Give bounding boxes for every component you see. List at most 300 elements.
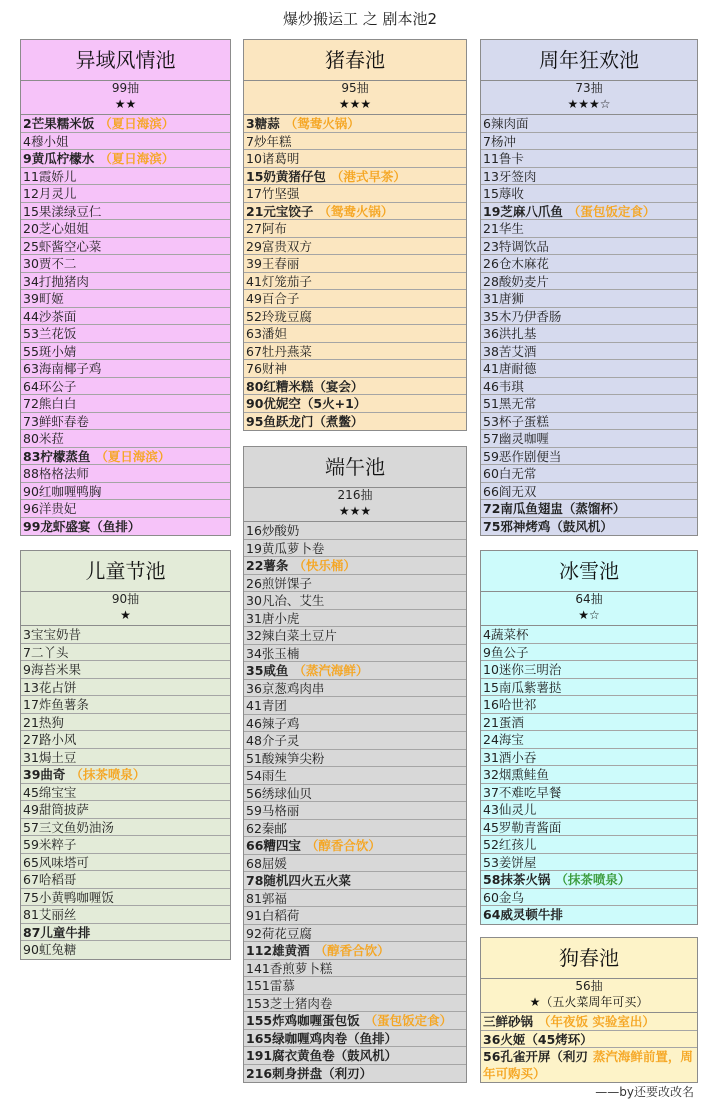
list-item — [21, 238, 230, 256]
list-item — [21, 854, 230, 872]
list-item — [481, 518, 697, 536]
item-name: 27阿布 — [246, 221, 287, 236]
pool-item-list — [481, 115, 697, 535]
pool-name: 冰雪池 — [481, 551, 697, 592]
item-name: 39町姬 — [23, 291, 64, 306]
list-item — [481, 1013, 697, 1031]
list-item — [21, 273, 230, 291]
list-item — [21, 448, 230, 466]
list-item — [244, 1047, 466, 1065]
item-name: 46辣子鸡 — [246, 715, 300, 731]
list-item — [481, 325, 697, 343]
list-item — [21, 378, 230, 396]
item-name: 35木乃伊香肠 — [483, 308, 562, 324]
pool-name: 猪春池 — [244, 40, 466, 81]
item-name: 19芝麻八爪鱼 — [483, 203, 563, 219]
item-name: 26煎饼馃子 — [246, 575, 312, 591]
item-name: 34张玉楠 — [246, 645, 300, 661]
item-name: 80红糟米糕（宴会） — [246, 378, 364, 394]
pool-star-rating: ★★★☆ — [567, 97, 611, 111]
list-item — [244, 697, 466, 715]
item-name: 73鲜虾春卷 — [23, 413, 89, 429]
item-name: 95鱼跃龙门（煮鳖） — [246, 413, 364, 429]
list-item — [244, 575, 466, 593]
list-item — [244, 820, 466, 838]
list-item — [481, 115, 697, 133]
credit-text: ——by还要改改名 — [595, 1085, 694, 1099]
pool-draw-count: 56抽 — [575, 979, 603, 993]
page-title: 爆炒搬运工 之 剧本池2 — [282, 10, 438, 28]
item-tag: （夏日海滨） — [99, 151, 175, 166]
item-name: 9鱼公子 — [483, 644, 529, 660]
item-name: 31唐小虎 — [246, 610, 300, 626]
list-item — [244, 907, 466, 925]
list-item — [481, 731, 697, 749]
list-item — [244, 942, 466, 960]
list-item — [244, 750, 466, 768]
list-item — [21, 413, 230, 431]
item-name: 41青团 — [246, 698, 287, 713]
item-name: 27路小风 — [23, 732, 77, 747]
item-name: 72南瓜鱼翅盅（蒸馏杯） — [483, 501, 626, 516]
list-item — [21, 644, 230, 662]
list-item — [481, 430, 697, 448]
list-item — [21, 115, 230, 133]
list-item — [21, 430, 230, 448]
list-item — [244, 732, 466, 750]
item-name: 6辣肉面 — [483, 116, 529, 131]
list-item — [481, 203, 697, 221]
item-name: 56孔雀开屏（利刃 — [483, 1049, 588, 1064]
pool-gouchun — [480, 937, 698, 1083]
item-name: 16哈世祁 — [483, 697, 537, 712]
item-name: 30贾不二 — [23, 256, 77, 271]
item-name: 53杯子蛋糕 — [483, 413, 549, 429]
list-item — [244, 680, 466, 698]
item-tag: （蛋包饭定食） — [567, 203, 656, 219]
list-item — [21, 661, 230, 679]
list-item — [481, 749, 697, 767]
list-item — [21, 731, 230, 749]
item-tag: （年夜饭 实验室出） — [538, 1014, 655, 1029]
list-item — [481, 1031, 697, 1049]
list-item — [21, 203, 230, 221]
list-item — [481, 819, 697, 837]
item-name: 16炒酸奶 — [246, 523, 300, 538]
pool-draw-count: 95抽 — [341, 81, 369, 95]
list-item — [21, 696, 230, 714]
list-item — [481, 395, 697, 413]
pool-draw-count: 64抽 — [575, 592, 603, 606]
list-item — [481, 185, 697, 203]
list-item — [244, 977, 466, 995]
list-item — [481, 714, 697, 732]
item-name: 65风味塔可 — [23, 854, 89, 870]
list-item — [21, 766, 230, 784]
item-name: 三鲜砂锅 — [483, 1014, 534, 1029]
item-name: 28酸奶麦片 — [483, 273, 549, 289]
item-name: 55斑小婧 — [23, 343, 77, 359]
item-name: 36京葱鸡肉串 — [246, 680, 325, 696]
list-item — [21, 714, 230, 732]
item-name: 59米粹子 — [23, 837, 77, 852]
pool-name: 周年狂欢池 — [481, 40, 697, 81]
list-item — [481, 801, 697, 819]
item-name: 46韦琪 — [483, 378, 524, 394]
item-name: 24海宝 — [483, 732, 524, 747]
item-name: 112雄黄酒 — [246, 943, 310, 958]
list-item — [481, 889, 697, 907]
list-item — [481, 500, 697, 518]
item-name: 153芝士猪肉卷 — [246, 995, 333, 1011]
list-item — [21, 308, 230, 326]
list-item — [481, 836, 697, 854]
list-item — [244, 592, 466, 610]
list-item — [244, 360, 466, 378]
item-name: 62秦邮 — [246, 820, 287, 836]
pool-header — [21, 551, 230, 626]
item-name: 3糖蒜 — [246, 116, 280, 131]
item-name: 60金乌 — [483, 889, 524, 905]
item-name: 68屈媛 — [246, 855, 287, 871]
list-item — [481, 465, 697, 483]
pool-item-list — [481, 1013, 697, 1082]
item-name: 54雨生 — [246, 768, 287, 783]
item-name: 10诸葛明 — [246, 151, 300, 166]
item-name: 151雷慕 — [246, 978, 295, 993]
item-name: 52玲珑豆腐 — [246, 308, 312, 324]
item-name: 90红咖喱鸭胸 — [23, 483, 102, 499]
item-name: 17竹坚强 — [246, 186, 300, 201]
list-item — [244, 785, 466, 803]
list-item — [244, 220, 466, 238]
pool-name: 端午池 — [244, 447, 466, 488]
list-item — [481, 644, 697, 662]
item-name: 53兰花饭 — [23, 326, 77, 341]
item-name: 39王春丽 — [246, 256, 300, 271]
list-item — [244, 273, 466, 291]
item-name: 20芝心姐姐 — [23, 221, 89, 236]
list-item — [21, 801, 230, 819]
item-name: 90虹兔糖 — [23, 942, 77, 957]
pool-bingxue — [480, 550, 698, 925]
pool-header — [21, 40, 230, 115]
list-item — [481, 766, 697, 784]
pool-star-rating: ★★ — [114, 97, 137, 111]
item-tag: （醇香合饮） — [305, 838, 381, 853]
item-name: 25虾酱空心菜 — [23, 238, 102, 254]
list-item — [21, 518, 230, 536]
pool-star-rating: ★☆ — [578, 608, 600, 622]
list-item — [21, 500, 230, 518]
list-item — [244, 150, 466, 168]
item-name: 2芒果糯米饭 — [23, 116, 95, 131]
item-name: 91白稻荷 — [246, 908, 300, 923]
list-item — [244, 378, 466, 396]
item-name: 67牡丹燕菜 — [246, 343, 312, 359]
list-item — [481, 308, 697, 326]
list-item — [21, 150, 230, 168]
item-name: 21热狗 — [23, 714, 64, 730]
pool-name: 儿童节池 — [21, 551, 230, 592]
item-name: 45绵宝宝 — [23, 784, 77, 800]
item-name: 34打抛猪肉 — [23, 273, 89, 289]
list-item — [21, 168, 230, 186]
list-item — [244, 872, 466, 890]
list-item — [244, 645, 466, 663]
item-name: 83柠檬蒸鱼 — [23, 448, 91, 464]
list-item — [21, 626, 230, 644]
pool-name: 狗春池 — [481, 938, 697, 979]
list-item — [21, 185, 230, 203]
item-name: 15果漾绿豆仁 — [23, 203, 102, 219]
pool-header — [481, 551, 697, 626]
pool-header — [481, 40, 697, 115]
list-item — [481, 1048, 697, 1082]
list-item — [21, 465, 230, 483]
list-item — [481, 854, 697, 872]
item-tag: （抹茶喷泉） — [555, 872, 631, 887]
list-item — [244, 802, 466, 820]
list-item — [244, 522, 466, 540]
item-name: 9黄瓜柠檬水 — [23, 151, 95, 166]
item-name: 48介子灵 — [246, 733, 300, 748]
item-name: 75小黄鸭咖喱饭 — [23, 889, 114, 905]
item-tag: （港式早茶） — [330, 168, 406, 184]
item-tag: （鸳鸯火锅） — [284, 116, 360, 131]
list-item — [244, 767, 466, 785]
item-name: 44沙茶面 — [23, 308, 77, 324]
item-name: 12月灵儿 — [23, 186, 77, 201]
list-item — [244, 238, 466, 256]
item-name: 60白无常 — [483, 466, 537, 481]
item-name: 56绣球仙贝 — [246, 785, 312, 801]
list-item — [21, 836, 230, 854]
list-item — [21, 679, 230, 697]
item-name: 10迷你三明治 — [483, 662, 562, 677]
list-item — [244, 1065, 466, 1083]
list-item — [244, 255, 466, 273]
list-item — [481, 784, 697, 802]
list-item — [244, 395, 466, 413]
item-tag: 蒸汽海鲜前置，周年可购买） — [483, 1049, 693, 1081]
pool-star-rating: ★★★ — [338, 97, 372, 111]
item-name: 22薯条 — [246, 558, 289, 573]
list-item — [481, 661, 697, 679]
item-name: 88格格法师 — [23, 466, 89, 481]
item-name: 81艾丽丝 — [23, 907, 77, 922]
list-item — [481, 360, 697, 378]
item-name: 7杨冲 — [483, 133, 516, 149]
item-name: 32辣白菜土豆片 — [246, 628, 337, 643]
list-item — [21, 906, 230, 924]
list-item — [481, 343, 697, 361]
item-name: 19黄瓜萝卜卷 — [246, 540, 325, 556]
item-name: 15南瓜紫薯挞 — [483, 679, 562, 695]
item-name: 36火姬（45烤环） — [483, 1031, 593, 1047]
list-item — [481, 378, 697, 396]
list-item — [21, 889, 230, 907]
list-item — [21, 483, 230, 501]
list-item — [481, 150, 697, 168]
item-name: 59马格丽 — [246, 803, 300, 818]
pool-header — [481, 938, 697, 1013]
pool-draw-count: 90抽 — [111, 592, 140, 606]
item-name: 52红孩儿 — [483, 837, 537, 852]
list-item — [481, 290, 697, 308]
item-name: 59恶作剧便当 — [483, 448, 562, 464]
pool-duanwu — [243, 446, 467, 1083]
item-name: 90优妮空（5火+1） — [246, 396, 367, 411]
list-item — [21, 255, 230, 273]
item-name: 13牙签肉 — [483, 168, 537, 184]
pool-zhounian — [480, 39, 698, 536]
list-item — [481, 448, 697, 466]
item-name: 35咸鱼 — [246, 663, 289, 678]
item-name: 29富贵双方 — [246, 238, 312, 254]
pool-item-list — [21, 626, 230, 959]
list-item — [244, 627, 466, 645]
list-item — [244, 610, 466, 628]
item-name: 191腐衣黄鱼卷（鼓风机） — [246, 1048, 398, 1063]
list-item — [21, 220, 230, 238]
item-name: 87儿童牛排 — [23, 924, 91, 940]
item-name: 67哈稻哥 — [23, 872, 77, 887]
item-name: 49百合子 — [246, 291, 300, 306]
item-name: 81郭福 — [246, 890, 287, 906]
pool-zhuchun — [243, 39, 467, 431]
list-item — [481, 133, 697, 151]
item-tag: （醇香合饮） — [314, 943, 390, 958]
list-item — [481, 696, 697, 714]
item-name: 49甜筒披萨 — [23, 802, 89, 817]
pool-star-rating: ★★★ — [338, 504, 372, 518]
item-name: 216刺身拼盘（利刃） — [246, 1065, 373, 1081]
item-name: 53姜饼屋 — [483, 854, 537, 870]
item-name: 63潘妲 — [246, 326, 287, 341]
list-item — [244, 343, 466, 361]
item-name: 7炒年糕 — [246, 133, 292, 149]
item-tag: （夏日海滨） — [99, 116, 175, 131]
pool-name: 异域风情池 — [21, 40, 230, 81]
item-name: 64环公子 — [23, 378, 77, 394]
list-item — [481, 255, 697, 273]
item-name: 9海苔米果 — [23, 662, 81, 677]
item-name: 31唐狮 — [483, 291, 524, 306]
item-name: 76财神 — [246, 361, 287, 376]
list-item — [21, 360, 230, 378]
list-item — [244, 168, 466, 186]
item-name: 75邪神烤鸡（鼓风机） — [483, 518, 613, 534]
pool-header — [244, 40, 466, 115]
list-item — [481, 238, 697, 256]
list-item — [21, 133, 230, 151]
item-name: 57三文鱼奶油汤 — [23, 819, 114, 835]
list-item — [244, 413, 466, 431]
pool-ertong — [20, 550, 231, 960]
item-name: 96洋贵妃 — [23, 501, 77, 516]
pool-draw-count: 99抽 — [111, 81, 140, 95]
list-item — [21, 343, 230, 361]
item-name: 4穆小姐 — [23, 133, 69, 149]
list-item — [244, 1012, 466, 1030]
list-item — [21, 819, 230, 837]
item-name: 15奶黄猪仔包 — [246, 168, 326, 184]
list-item — [244, 325, 466, 343]
list-item — [481, 413, 697, 431]
list-item — [244, 995, 466, 1013]
item-name: 80米菈 — [23, 431, 64, 446]
list-item — [21, 749, 230, 767]
list-item — [21, 924, 230, 942]
item-name: 11鲁卡 — [483, 151, 524, 166]
item-name: 21蛋酒 — [483, 714, 524, 730]
item-name: 43仙灵儿 — [483, 802, 537, 817]
list-item — [244, 837, 466, 855]
pool-star-rating: ★ — [120, 608, 131, 622]
list-item — [244, 890, 466, 908]
list-item — [21, 784, 230, 802]
list-item — [244, 925, 466, 943]
list-item — [244, 185, 466, 203]
item-name: 45罗勒青酱面 — [483, 819, 562, 835]
list-item — [481, 679, 697, 697]
list-item — [21, 395, 230, 413]
item-name: 51黑无常 — [483, 396, 537, 411]
item-tag: （快乐桶） — [293, 558, 356, 573]
item-name: 26仓木麻花 — [483, 256, 549, 271]
item-name: 3宝宝奶昔 — [23, 627, 81, 642]
list-item — [481, 220, 697, 238]
item-name: 21华生 — [483, 221, 524, 236]
item-name: 66阎无双 — [483, 483, 537, 499]
pool-item-list — [244, 115, 466, 430]
list-item — [244, 1030, 466, 1048]
list-item — [244, 133, 466, 151]
list-item — [481, 626, 697, 644]
item-name: 17炸鱼薯条 — [23, 697, 89, 712]
list-item — [244, 855, 466, 873]
item-name: 31焗土豆 — [23, 749, 77, 765]
item-name: 141香煎萝卜糕 — [246, 960, 333, 976]
item-name: 155炸鸡咖喱蛋包饭 — [246, 1013, 360, 1028]
item-tag: （抹茶喷泉） — [70, 767, 146, 782]
item-tag: （鸳鸯火锅） — [318, 203, 394, 219]
pool-yiyu — [20, 39, 231, 536]
item-tag: （蒸汽海鲜） — [293, 663, 369, 678]
item-name: 36洪扎基 — [483, 326, 537, 341]
item-name: 66糟四宝 — [246, 838, 301, 853]
item-name: 63海南椰子鸡 — [23, 361, 102, 376]
list-item — [21, 871, 230, 889]
item-name: 15蓐收 — [483, 186, 524, 201]
pool-star-rating: ★（五火菜周年可买） — [529, 995, 649, 1009]
item-name: 30凡冶、艾生 — [246, 593, 325, 608]
item-name: 37不难吃早餐 — [483, 784, 562, 800]
item-name: 57幽灵咖喱 — [483, 431, 549, 446]
item-name: 99龙虾盛宴（鱼排） — [23, 518, 141, 534]
item-name: 41灯笼茄子 — [246, 273, 312, 289]
item-name: 11霞娇儿 — [23, 168, 77, 184]
list-item — [244, 557, 466, 575]
list-item — [244, 715, 466, 733]
item-name: 58抹茶火锅 — [483, 872, 551, 887]
list-item — [244, 960, 466, 978]
item-name: 41唐耐德 — [483, 361, 537, 376]
item-name: 72熊白白 — [23, 396, 77, 411]
item-name: 31酒小吞 — [483, 749, 537, 765]
list-item — [244, 115, 466, 133]
